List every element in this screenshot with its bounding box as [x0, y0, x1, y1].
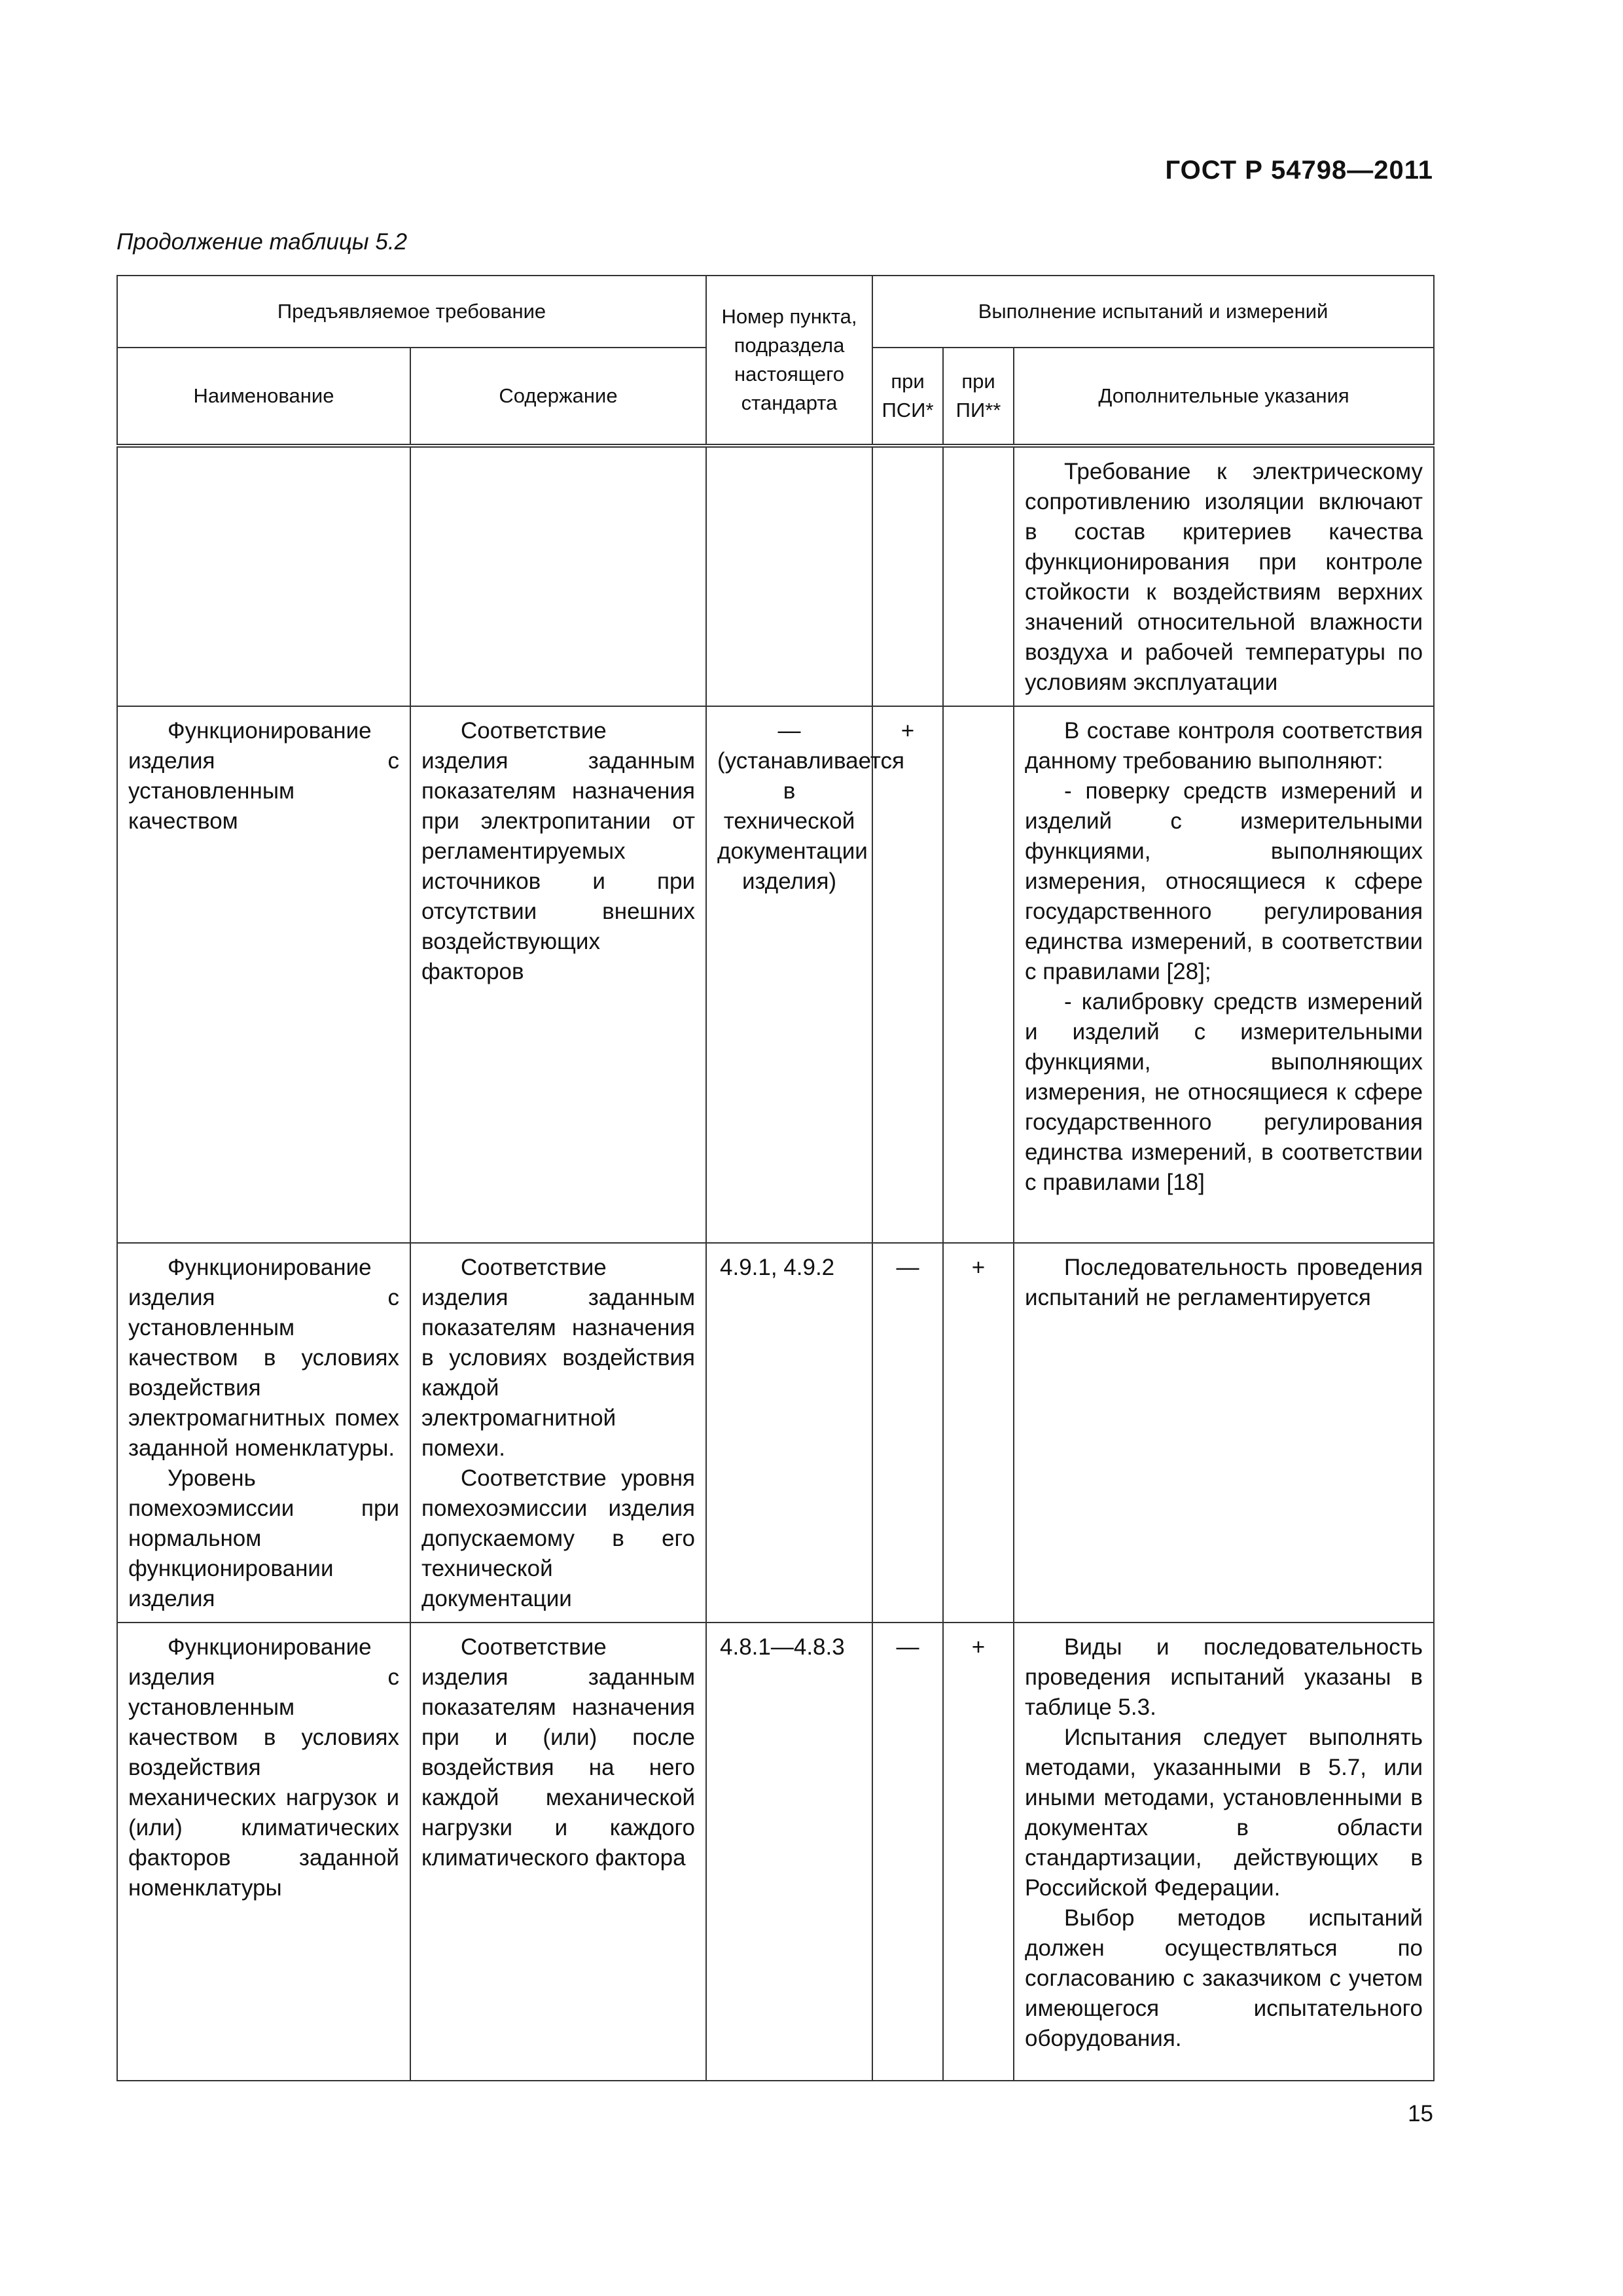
cell-item-number: — (устанавливается в технической документации изделия): [706, 706, 872, 1243]
cell-content: [410, 446, 706, 706]
cell-notes-paragraph: - калибровку средств измерений и изделий с измерительными функциями, выполняющих измерения, не относящиеся к сфере государственного регулирования единства измерений, в соответствии с правилами [18]: [1025, 989, 1423, 1195]
cell-notes: [1014, 446, 1434, 706]
cell-name-paragraph: Функционирование изделия с установленным качеством в условиях воздействия механических нагрузок и (или) климатических факторов заданной номенклатуры: [128, 1634, 399, 1901]
cell-name: [117, 706, 410, 1243]
cell-notes: [1014, 1243, 1434, 1623]
cell-content: [410, 1243, 706, 1623]
cell-notes-paragraph: Виды и последовательность проведения испытаний указаны в таблице 5.3.: [1025, 1634, 1423, 1720]
cell-psi: [872, 446, 943, 706]
cell-item-number: 4.9.1, 4.9.2: [706, 1243, 872, 1623]
cell-notes-paragraph: В составе контроля соответствия данному требованию выполняют:: [1025, 718, 1423, 774]
header-name: Наименование: [117, 348, 410, 446]
table-row: [117, 1623, 1434, 2081]
cell-name-paragraph: Уровень помехоэмиссии при нормальном функционировании изделия: [128, 1465, 399, 1611]
table-body: [117, 446, 1434, 2081]
header-tests-group: Выполнение испытаний и измерений: [872, 276, 1434, 348]
header-content: Содержание: [410, 348, 706, 446]
cell-content: [410, 706, 706, 1243]
cell-psi: —: [872, 1623, 943, 2081]
cell-pi: [943, 446, 1014, 706]
cell-content: [410, 1623, 706, 2081]
cell-name: [117, 446, 410, 706]
cell-content-paragraph: Соответствие уровня помехоэмиссии изделия допускаемому в его технической документации: [421, 1465, 696, 1611]
cell-name-paragraph: Функционирование изделия с установленным качеством в условиях воздействия электромагнитных помех заданной номенклатуры.: [128, 1255, 399, 1461]
cell-pi: +: [943, 1623, 1014, 2081]
cell-name-paragraph: Функционирование изделия с установленным качеством: [128, 718, 399, 834]
cell-item-number: [706, 446, 872, 706]
cell-psi: —: [872, 1243, 943, 1623]
header-psi: при ПСИ*: [872, 348, 943, 446]
cell-psi: +: [872, 706, 943, 1243]
requirements-table: [116, 275, 1435, 2081]
header-pi: при ПИ**: [943, 348, 1014, 446]
table-row: [117, 1243, 1434, 1623]
cell-notes: [1014, 706, 1434, 1243]
cell-item-number: 4.8.1—4.8.3: [706, 1623, 872, 2081]
cell-notes-paragraph: Последовательность проведения испытаний не регламентируется: [1025, 1255, 1423, 1310]
header-item-number: Номер пункта, подраздела настоящего стандарта: [706, 276, 872, 446]
cell-notes-paragraph: Испытания следует выполнять методами, указанными в 5.7, или иными методами, установленными в документах в области стандартизации, действующих в Российской Федерации.: [1025, 1725, 1423, 1901]
table-row: [117, 446, 1434, 706]
header-notes: Дополнительные указания: [1014, 348, 1434, 446]
header-requirement-group: Предъявляемое требование: [117, 276, 706, 348]
cell-pi: [943, 706, 1014, 1243]
cell-name: [117, 1243, 410, 1623]
document-code: ГОСТ Р 54798—2011: [1165, 156, 1433, 185]
cell-content-paragraph: Соответствие изделия заданным показателям назначения при и (или) после воздействия на него каждой механической нагрузки и каждого климатического фактора: [421, 1634, 696, 1871]
cell-notes-paragraph: - поверку средств измерений и изделий с измерительными функциями, выполняющих измерения, относящиеся к сфере государственного регулирования единства измерений, в соответствии с правилами [28];: [1025, 778, 1423, 984]
page-number: 15: [1408, 2101, 1433, 2126]
cell-notes-paragraph: Выбор методов испытаний должен осуществляться по согласованию с заказчиком с учетом имеющегося испытательного оборудования.: [1025, 1905, 1423, 2051]
table-row: [117, 706, 1434, 1243]
table-caption: Продолжение таблицы 5.2: [116, 229, 408, 255]
cell-notes: [1014, 1623, 1434, 2081]
cell-pi: +: [943, 1243, 1014, 1623]
cell-name: [117, 1623, 410, 2081]
cell-notes-paragraph: Требование к электрическому сопротивлению изоляции включают в состав критериев качества функционирования при контроле стойкости к воздействиям верхних значений относительной влажности воздуха и рабочей температуры по условиям эксплуатации: [1025, 459, 1423, 695]
cell-content-paragraph: Соответствие изделия заданным показателям назначения в условиях воздействия каждой электромагнитной помехи.: [421, 1255, 696, 1461]
cell-content-paragraph: Соответствие изделия заданным показателям назначения при электропитании от регламентируемых источников и при отсутствии внешних воздействующих факторов: [421, 718, 696, 984]
